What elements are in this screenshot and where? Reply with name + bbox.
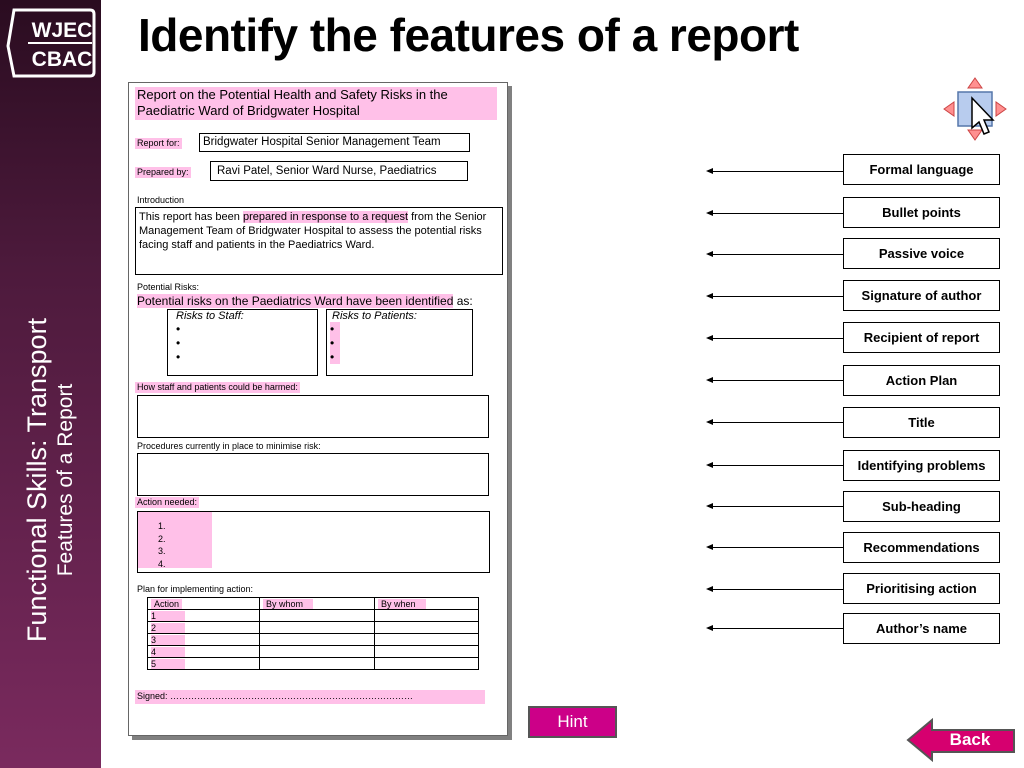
plan-row-number[interactable]: 1 bbox=[151, 611, 185, 621]
arrow-identifying-problems bbox=[708, 465, 843, 466]
intro-highlight[interactable]: prepared in response to a request bbox=[242, 211, 409, 223]
sidebar-vertical-text bbox=[21, 318, 79, 642]
action-label[interactable]: Action needed: bbox=[137, 497, 198, 507]
risks-highlight[interactable]: Potential risks on the Paediatrics Ward have been identified bbox=[137, 294, 454, 308]
plan-cell bbox=[260, 634, 375, 646]
action-list[interactable] bbox=[138, 512, 212, 568]
plan-header[interactable]: Action bbox=[151, 599, 182, 609]
plan-header[interactable]: By whom bbox=[263, 599, 313, 609]
hint-button[interactable]: Hint bbox=[528, 706, 617, 738]
prepared-by-label[interactable]: Prepared by: bbox=[137, 167, 189, 177]
plan-row-number[interactable]: 5 bbox=[151, 659, 185, 669]
harm-box bbox=[137, 395, 489, 438]
feature-bullet-points[interactable]: Bullet points bbox=[843, 197, 1000, 228]
plan-cell bbox=[375, 634, 479, 646]
sidebar bbox=[0, 0, 101, 768]
introduction-label[interactable]: Introduction bbox=[137, 195, 185, 205]
action-item: 4. bbox=[158, 558, 166, 569]
plan-cell bbox=[148, 634, 260, 646]
arrow-action-plan bbox=[708, 380, 843, 381]
intro-text-1: This report has been bbox=[139, 211, 243, 223]
plan-header-cell bbox=[260, 598, 375, 610]
wjec-cbac-logo bbox=[6, 6, 98, 80]
feature-sub-heading[interactable]: Sub-heading bbox=[843, 491, 1000, 522]
arrow-formal-language bbox=[708, 171, 843, 172]
feature-passive-voice[interactable]: Passive voice bbox=[843, 238, 1000, 269]
logo-line2: CBAC bbox=[31, 48, 93, 71]
action-item: 3. bbox=[158, 546, 166, 556]
action-box bbox=[137, 511, 490, 573]
feature-signature-of-author[interactable]: Signature of author bbox=[843, 280, 1000, 311]
plan-cell bbox=[260, 610, 375, 622]
logo-line1: WJEC bbox=[31, 19, 93, 42]
feature-recipient-of-report[interactable]: Recipient of report bbox=[843, 322, 1000, 353]
plan-label[interactable]: Plan for implementing action: bbox=[137, 584, 254, 594]
table-row bbox=[148, 634, 479, 646]
move-cursor-icon[interactable] bbox=[942, 76, 1008, 142]
harm-label[interactable]: How staff and patients could be harmed: bbox=[137, 382, 298, 392]
report-heading[interactable]: Report on the Potential Health and Safety Risks in the Paediatric Ward of Bridgwater Hospital bbox=[135, 87, 497, 120]
report-document bbox=[128, 82, 508, 736]
plan-cell bbox=[375, 610, 479, 622]
prepared-by-value[interactable]: Ravi Patel, Senior Ward Nurse, Paediatrics bbox=[210, 161, 468, 181]
staff-bullet[interactable]: • bbox=[176, 336, 181, 350]
table-row bbox=[148, 646, 479, 658]
plan-cell bbox=[375, 658, 479, 670]
risks-sentence bbox=[137, 294, 473, 308]
risks-suffix: as: bbox=[453, 294, 473, 308]
action-plan-table bbox=[147, 597, 479, 670]
plan-row-number[interactable]: 3 bbox=[151, 635, 185, 645]
procedures-box bbox=[137, 453, 489, 496]
feature-authors-name[interactable]: Author’s name bbox=[843, 613, 1000, 644]
plan-row-number[interactable]: 2 bbox=[151, 623, 185, 633]
plan-cell bbox=[148, 610, 260, 622]
staff-bullet[interactable]: • bbox=[176, 322, 181, 336]
report-for-value[interactable]: Bridgwater Hospital Senior Management Team bbox=[199, 133, 470, 152]
plan-row-number[interactable]: 4 bbox=[151, 647, 185, 657]
table-row bbox=[148, 598, 479, 610]
risks-patients-box bbox=[326, 309, 473, 376]
sidebar-subtitle: Features of a Report bbox=[54, 383, 77, 577]
feature-prioritising-action[interactable]: Prioritising action bbox=[843, 573, 1000, 604]
page-title: Identify the features of a report bbox=[138, 9, 799, 61]
patient-bullet[interactable]: • bbox=[330, 350, 340, 364]
staff-bullet[interactable]: • bbox=[176, 350, 181, 364]
plan-header[interactable]: By when bbox=[378, 599, 426, 609]
feature-action-plan[interactable]: Action Plan bbox=[843, 365, 1000, 396]
arrow-passive-voice bbox=[708, 254, 843, 255]
feature-formal-language[interactable]: Formal language bbox=[843, 154, 1000, 185]
feature-recommendations[interactable]: Recommendations bbox=[843, 532, 1000, 563]
plan-cell bbox=[260, 646, 375, 658]
patient-bullet[interactable]: • bbox=[330, 322, 340, 336]
patient-bullet[interactable]: • bbox=[330, 336, 340, 350]
plan-cell bbox=[260, 658, 375, 670]
report-for-label[interactable]: Report for: bbox=[137, 138, 180, 148]
arrow-bullet-points bbox=[708, 213, 843, 214]
arrow-prioritising-action bbox=[708, 589, 843, 590]
action-item: 1. bbox=[158, 521, 166, 531]
feature-title[interactable]: Title bbox=[843, 407, 1000, 438]
feature-identifying-problems[interactable]: Identifying problems bbox=[843, 450, 1000, 481]
table-row bbox=[148, 622, 479, 634]
plan-cell bbox=[375, 646, 479, 658]
arrow-authors-name bbox=[708, 628, 843, 629]
arrow-title bbox=[708, 422, 843, 423]
plan-cell bbox=[260, 622, 375, 634]
plan-cell bbox=[375, 622, 479, 634]
signed-line[interactable]: Signed: ……………………………………………………………………… bbox=[135, 690, 485, 704]
risks-staff-label: Risks to Staff: bbox=[176, 310, 244, 322]
plan-cell bbox=[148, 622, 260, 634]
plan-header-cell bbox=[375, 598, 479, 610]
risks-staff-box bbox=[167, 309, 318, 376]
table-row bbox=[148, 658, 479, 670]
sidebar-title: Functional Skills: Transport bbox=[22, 317, 52, 643]
procedures-label[interactable]: Procedures currently in place to minimise risk: bbox=[137, 441, 321, 451]
risks-patients-label: Risks to Patients: bbox=[332, 310, 417, 322]
arrow-sub-heading bbox=[708, 506, 843, 507]
table-row bbox=[148, 610, 479, 622]
intro-text-2: from the Senior Management Team of Bridgwater Hospital to assess the potential risks facing staff and patients in the Paediatrics Ward. bbox=[139, 211, 487, 251]
action-item: 2. bbox=[158, 533, 166, 544]
arrow-recipient-of-report bbox=[708, 338, 843, 339]
arrow-signature-of-author bbox=[708, 296, 843, 297]
plan-header-cell bbox=[148, 598, 260, 610]
arrow-recommendations bbox=[708, 547, 843, 548]
introduction-box bbox=[135, 207, 503, 275]
risks-label[interactable]: Potential Risks: bbox=[137, 282, 200, 292]
back-button-label[interactable]: Back bbox=[949, 730, 991, 749]
plan-cell bbox=[148, 646, 260, 658]
plan-cell bbox=[148, 658, 260, 670]
